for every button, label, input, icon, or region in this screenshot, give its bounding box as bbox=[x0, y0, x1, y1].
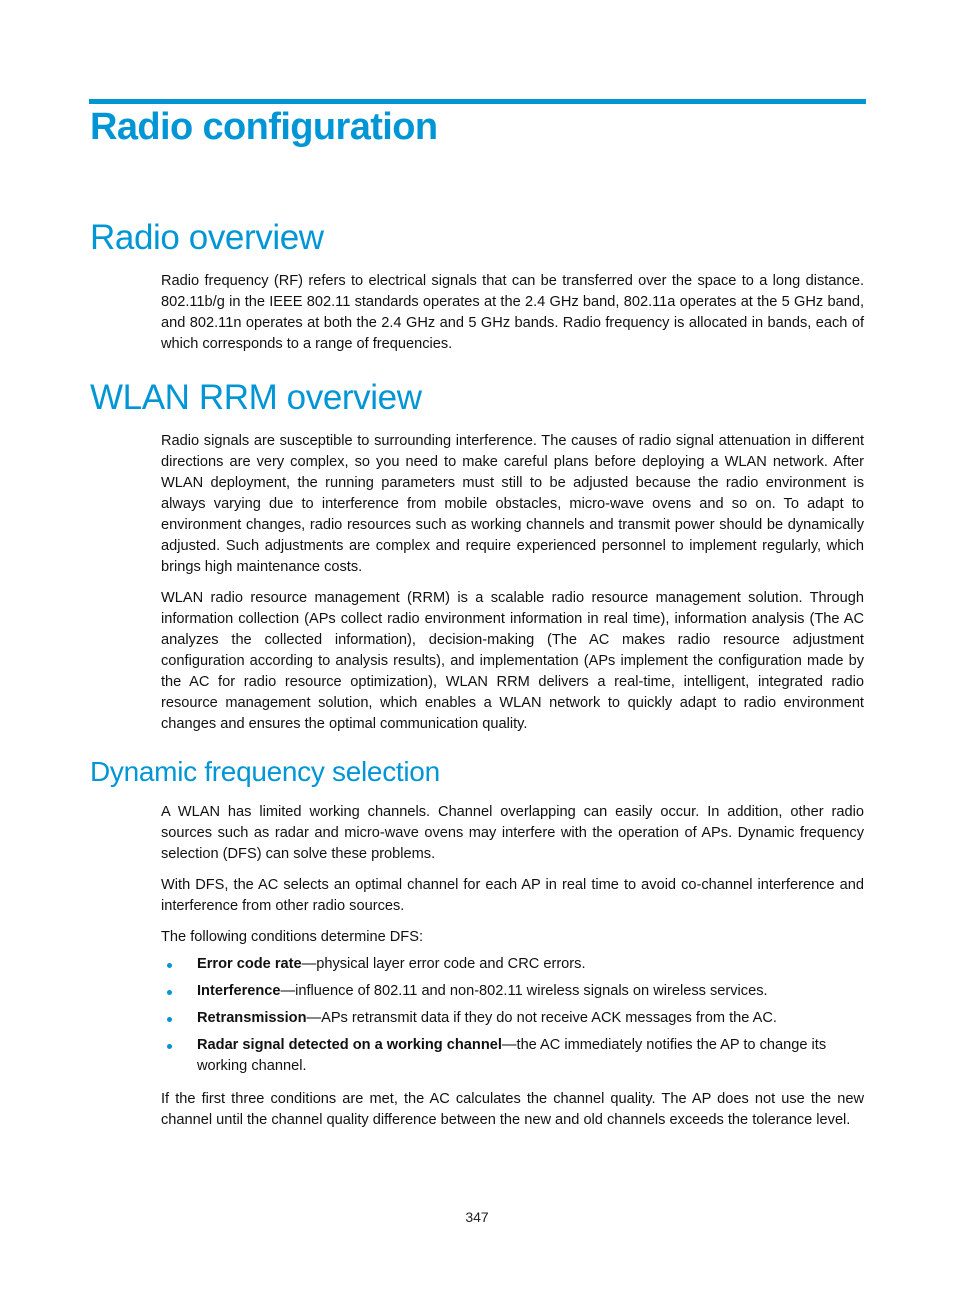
list-item-text: —influence of 802.11 and non-802.11 wireless signals on wireless services. bbox=[280, 983, 768, 999]
list-item bbox=[161, 954, 864, 975]
wlan-rrm-paragraph-2: WLAN radio resource management (RRM) is a scalable radio resource management solution. Through information collection (APs collect radio environment information in real time), information analysis (The AC analyzes the collected information), decision-making (The AC makes radio resource adjustment configuration according to analysis results), and implementation (APs implement the configuration made by the AC for radio resource optimization), WLAN RRM delivers a real-time, intelligent, integrated radio resource management solution, which enables a WLAN network to quickly adapt to radio environment changes and ensures the optimal communication quality. bbox=[161, 590, 864, 732]
bullet-dot-icon bbox=[167, 963, 172, 968]
list-item bbox=[161, 981, 864, 1002]
dfs-paragraph-2: With DFS, the AC selects an optimal channel for each AP in real time to avoid co-channel interference and interference from other radio sources. bbox=[161, 877, 864, 914]
radio-overview-paragraph: Radio frequency (RF) refers to electrical signals that can be transferred over the space to a long distance. 802.11b/g in the IEEE 802.11 standards operates at the 2.4 GHz band, 802.11a operates at the 5 GHz band, and 802.11n operates at both the 2.4 GHz and 5 GHz bands. Radio frequency is allocated in bands, each of which corresponds to a range of frequencies. bbox=[161, 273, 864, 352]
subsection-heading-dfs: Dynamic frequency selection bbox=[90, 756, 440, 787]
dfs-paragraph-3: The following conditions determine DFS: bbox=[161, 929, 424, 945]
bullet-dot-icon bbox=[167, 990, 172, 995]
list-item-term: Radar signal detected on a working channel bbox=[197, 1037, 502, 1053]
list-item-text: —the AC immediately notifies the AP to change its working channel. bbox=[197, 1037, 827, 1074]
list-item-term: Retransmission bbox=[197, 1010, 307, 1026]
dfs-paragraph-4: If the first three conditions are met, the AC calculates the channel quality. The AP does not use the new channel until the channel quality difference between the new and old channels exceeds the tolerance level. bbox=[161, 1091, 864, 1128]
section-heading-radio-overview: Radio overview bbox=[90, 218, 324, 257]
list-item-text: —APs retransmit data if they do not receive ACK messages from the AC. bbox=[306, 1010, 777, 1026]
list-item-term: Error code rate bbox=[197, 956, 302, 972]
dfs-paragraph-1: A WLAN has limited working channels. Channel overlapping can easily occur. In addition, other radio sources such as radar and micro-wave ovens may interfere with the operation of APs. Dynamic frequency selection (DFS) can solve these problems. bbox=[161, 804, 864, 862]
page-number: 347 bbox=[465, 1209, 489, 1225]
section-heading-wlan-rrm-overview: WLAN RRM overview bbox=[90, 378, 422, 417]
bullet-dot-icon bbox=[167, 1044, 172, 1049]
bullet-dot-icon bbox=[167, 1017, 172, 1022]
wlan-rrm-paragraph-1: Radio signals are susceptible to surrounding interference. The causes of radio signal attenuation in different directions are very complex, so you need to make careful plans before deploying a WLAN network. After WLAN deployment, the running parameters must still to be adjusted because the radio environment is always varying due to interference from mobile obstacles, micro-wave ovens and so on. To adapt to environment changes, radio resources such as working channels and transmit power should be dynamically adjusted. Such adjustments are complex and require experienced personnel to implement regularly, which brings high maintenance costs. bbox=[161, 433, 864, 575]
list-item bbox=[161, 1008, 864, 1029]
chapter-top-rule bbox=[89, 99, 866, 104]
list-item-term: Interference bbox=[197, 983, 281, 999]
chapter-title: Radio configuration bbox=[90, 106, 438, 148]
list-item bbox=[161, 1035, 864, 1077]
dfs-conditions-list bbox=[161, 954, 864, 1083]
list-item-text: —physical layer error code and CRC errors. bbox=[301, 956, 586, 972]
